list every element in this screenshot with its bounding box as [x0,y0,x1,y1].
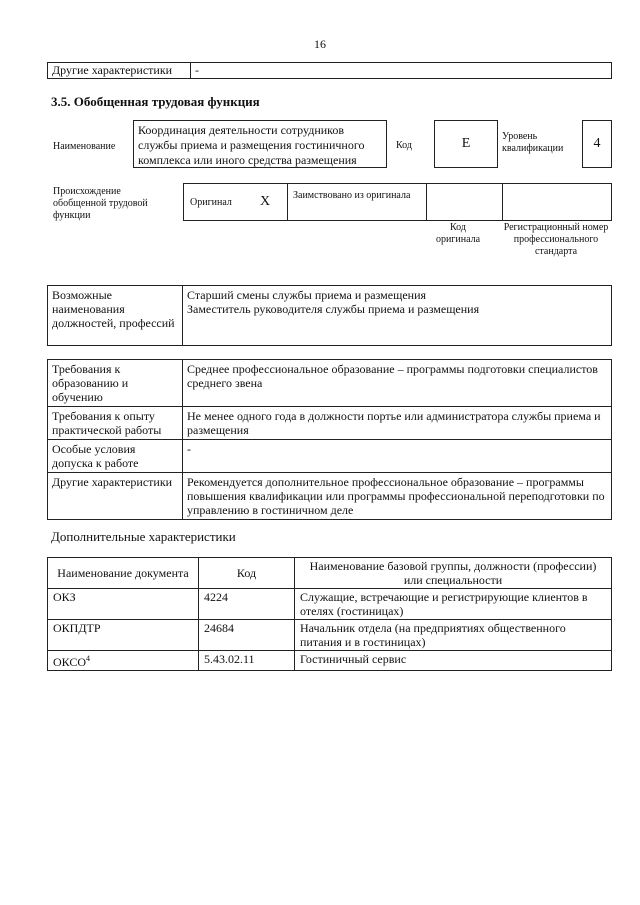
code-label: Код [396,140,412,151]
requirements-table [47,359,612,520]
requirement-row [48,440,612,473]
row-document: ОКЗ [48,589,199,620]
position-item: Заместитель руководителя службы приема и размещения [187,302,480,316]
header-name: Наименование базовой группы, должности (профессии) или специальности [295,558,612,589]
requirement-label: Особые условия допуска к работе [48,440,183,473]
header-document: Наименование документа [48,558,199,589]
requirement-row [48,473,612,520]
requirement-value: Не менее одного года в должности портье или администратора службы приема и размещения [183,407,612,440]
requirement-row [48,407,612,440]
requirement-label: Требования к опыту практической работы [48,407,183,440]
origin-divider-3 [502,183,503,221]
positions-label: Возможные наименования должностей, профессий [48,286,183,346]
level-value: 4 [582,120,612,168]
row-document: ОКСО$^4$ [48,651,199,671]
name-value: Координация деятельности сотрудников службы приема и размещения гостиничного комплекса или иного средства размещения [133,120,387,168]
position-item: Старший смены службы приема и размещения [187,288,427,302]
row-code: 5.43.02.11 [199,651,295,671]
footnote-marker: 4 [86,654,91,663]
requirement-row [48,360,612,407]
row-document: ОКПДТР [48,620,199,651]
origin-row [183,183,612,221]
positions-table [47,285,612,346]
row-name: Начальник отдела (на предприятиях общественного питания и в гостиницах) [295,620,612,651]
row-name: Служащие, встречающие и регистрирующие клиентов в отелях (гостиницах) [295,589,612,620]
extra-table [47,557,612,671]
top-other-value: - [191,63,612,79]
extra-table-row [48,620,612,651]
row-name: Гостиничный сервис [295,651,612,671]
name-label: Наименование [53,141,116,152]
requirement-label: Требования к образованию и обучению [48,360,183,407]
row-code: 4224 [199,589,295,620]
top-other-characteristics-table [47,62,612,79]
origin-divider-2 [426,183,427,221]
origin-label: Происхождение обобщенной трудовой функции [53,186,148,221]
extra-table-header [48,558,612,589]
original-mark: X [260,194,271,209]
section-title: 3.5. Обобщенная трудовая функция [51,94,260,109]
code-value: E [434,120,498,168]
extra-table-row [48,651,612,671]
header-code: Код [199,558,295,589]
original-label: Оригинал [190,197,232,208]
page-number: 16 [314,37,326,51]
requirement-value: Рекомендуется дополнительное профессиональное образование – программы повышения квалификации или программы профессиональной переподготовки по управлению в гостиничном деле [183,473,612,520]
requirement-label: Другие характеристики [48,473,183,520]
top-other-label: Другие характеристики [48,63,191,79]
row-code: 24684 [199,620,295,651]
positions-list [183,286,612,346]
requirement-value: - [183,440,612,473]
requirement-value: Среднее профессиональное образование – программы подготовки специалистов среднего звена [183,360,612,407]
origin-divider-1 [287,183,288,221]
level-label: Уровень квалификации [502,131,564,154]
extra-table-row [48,589,612,620]
borrowed-label: Заимствовано из оригинала [293,190,411,201]
code-original-caption: Код оригинала [435,222,481,245]
reg-number-caption: Регистрационный номер профессионального стандарта [503,222,609,257]
extra-title: Дополнительные характеристики [51,529,236,544]
